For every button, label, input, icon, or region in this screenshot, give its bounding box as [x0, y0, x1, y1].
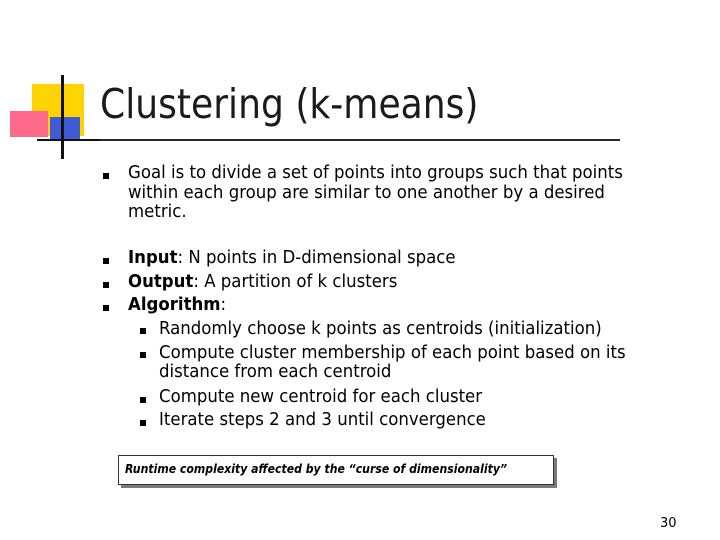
output-text: : A partition of k clusters	[193, 271, 398, 292]
step-3: Compute new centroid for each cluster	[159, 386, 483, 407]
sub-bullet-marker	[140, 328, 146, 334]
step-2-line-2: distance from each centroid	[159, 361, 392, 382]
goal-line-3: metric.	[128, 201, 187, 222]
logo-blue-square	[50, 117, 80, 141]
goal-line-2: within each group are similar to one another by a desired	[128, 182, 605, 203]
callout-box	[118, 455, 554, 485]
logo-red-square	[10, 111, 48, 137]
sub-bullet-marker	[140, 397, 146, 403]
step-4: Iterate steps 2 and 3 until convergence	[159, 409, 486, 430]
title-underline	[100, 139, 620, 141]
sub-bullet-marker	[140, 420, 146, 426]
input-item	[128, 247, 456, 269]
slide-title: Clustering (k-means)	[100, 80, 479, 128]
bullet-marker	[103, 258, 109, 264]
page-number: 30	[660, 516, 677, 531]
algorithm-text: :	[220, 294, 227, 315]
bullet-marker	[103, 305, 109, 311]
logo-vertical-line	[61, 75, 64, 159]
bullet-marker	[103, 282, 109, 288]
algorithm-label: Algorithm	[128, 294, 221, 315]
step-1: Randomly choose k points as centroids (initialization)	[159, 318, 602, 339]
sub-bullet-marker	[140, 352, 146, 358]
callout-text: Runtime complexity affected by the “curse of dimensionality”	[125, 462, 507, 476]
algorithm-item	[128, 294, 226, 316]
goal-line-1: Goal is to divide a set of points into groups such that points	[128, 162, 623, 183]
input-text: : N points in D-dimensional space	[177, 247, 456, 268]
input-label: Input	[128, 247, 178, 268]
step-2-line-1: Compute cluster membership of each point based on its	[159, 342, 626, 363]
bullet-marker	[103, 173, 109, 179]
output-label: Output	[128, 271, 194, 292]
output-item	[128, 271, 397, 293]
